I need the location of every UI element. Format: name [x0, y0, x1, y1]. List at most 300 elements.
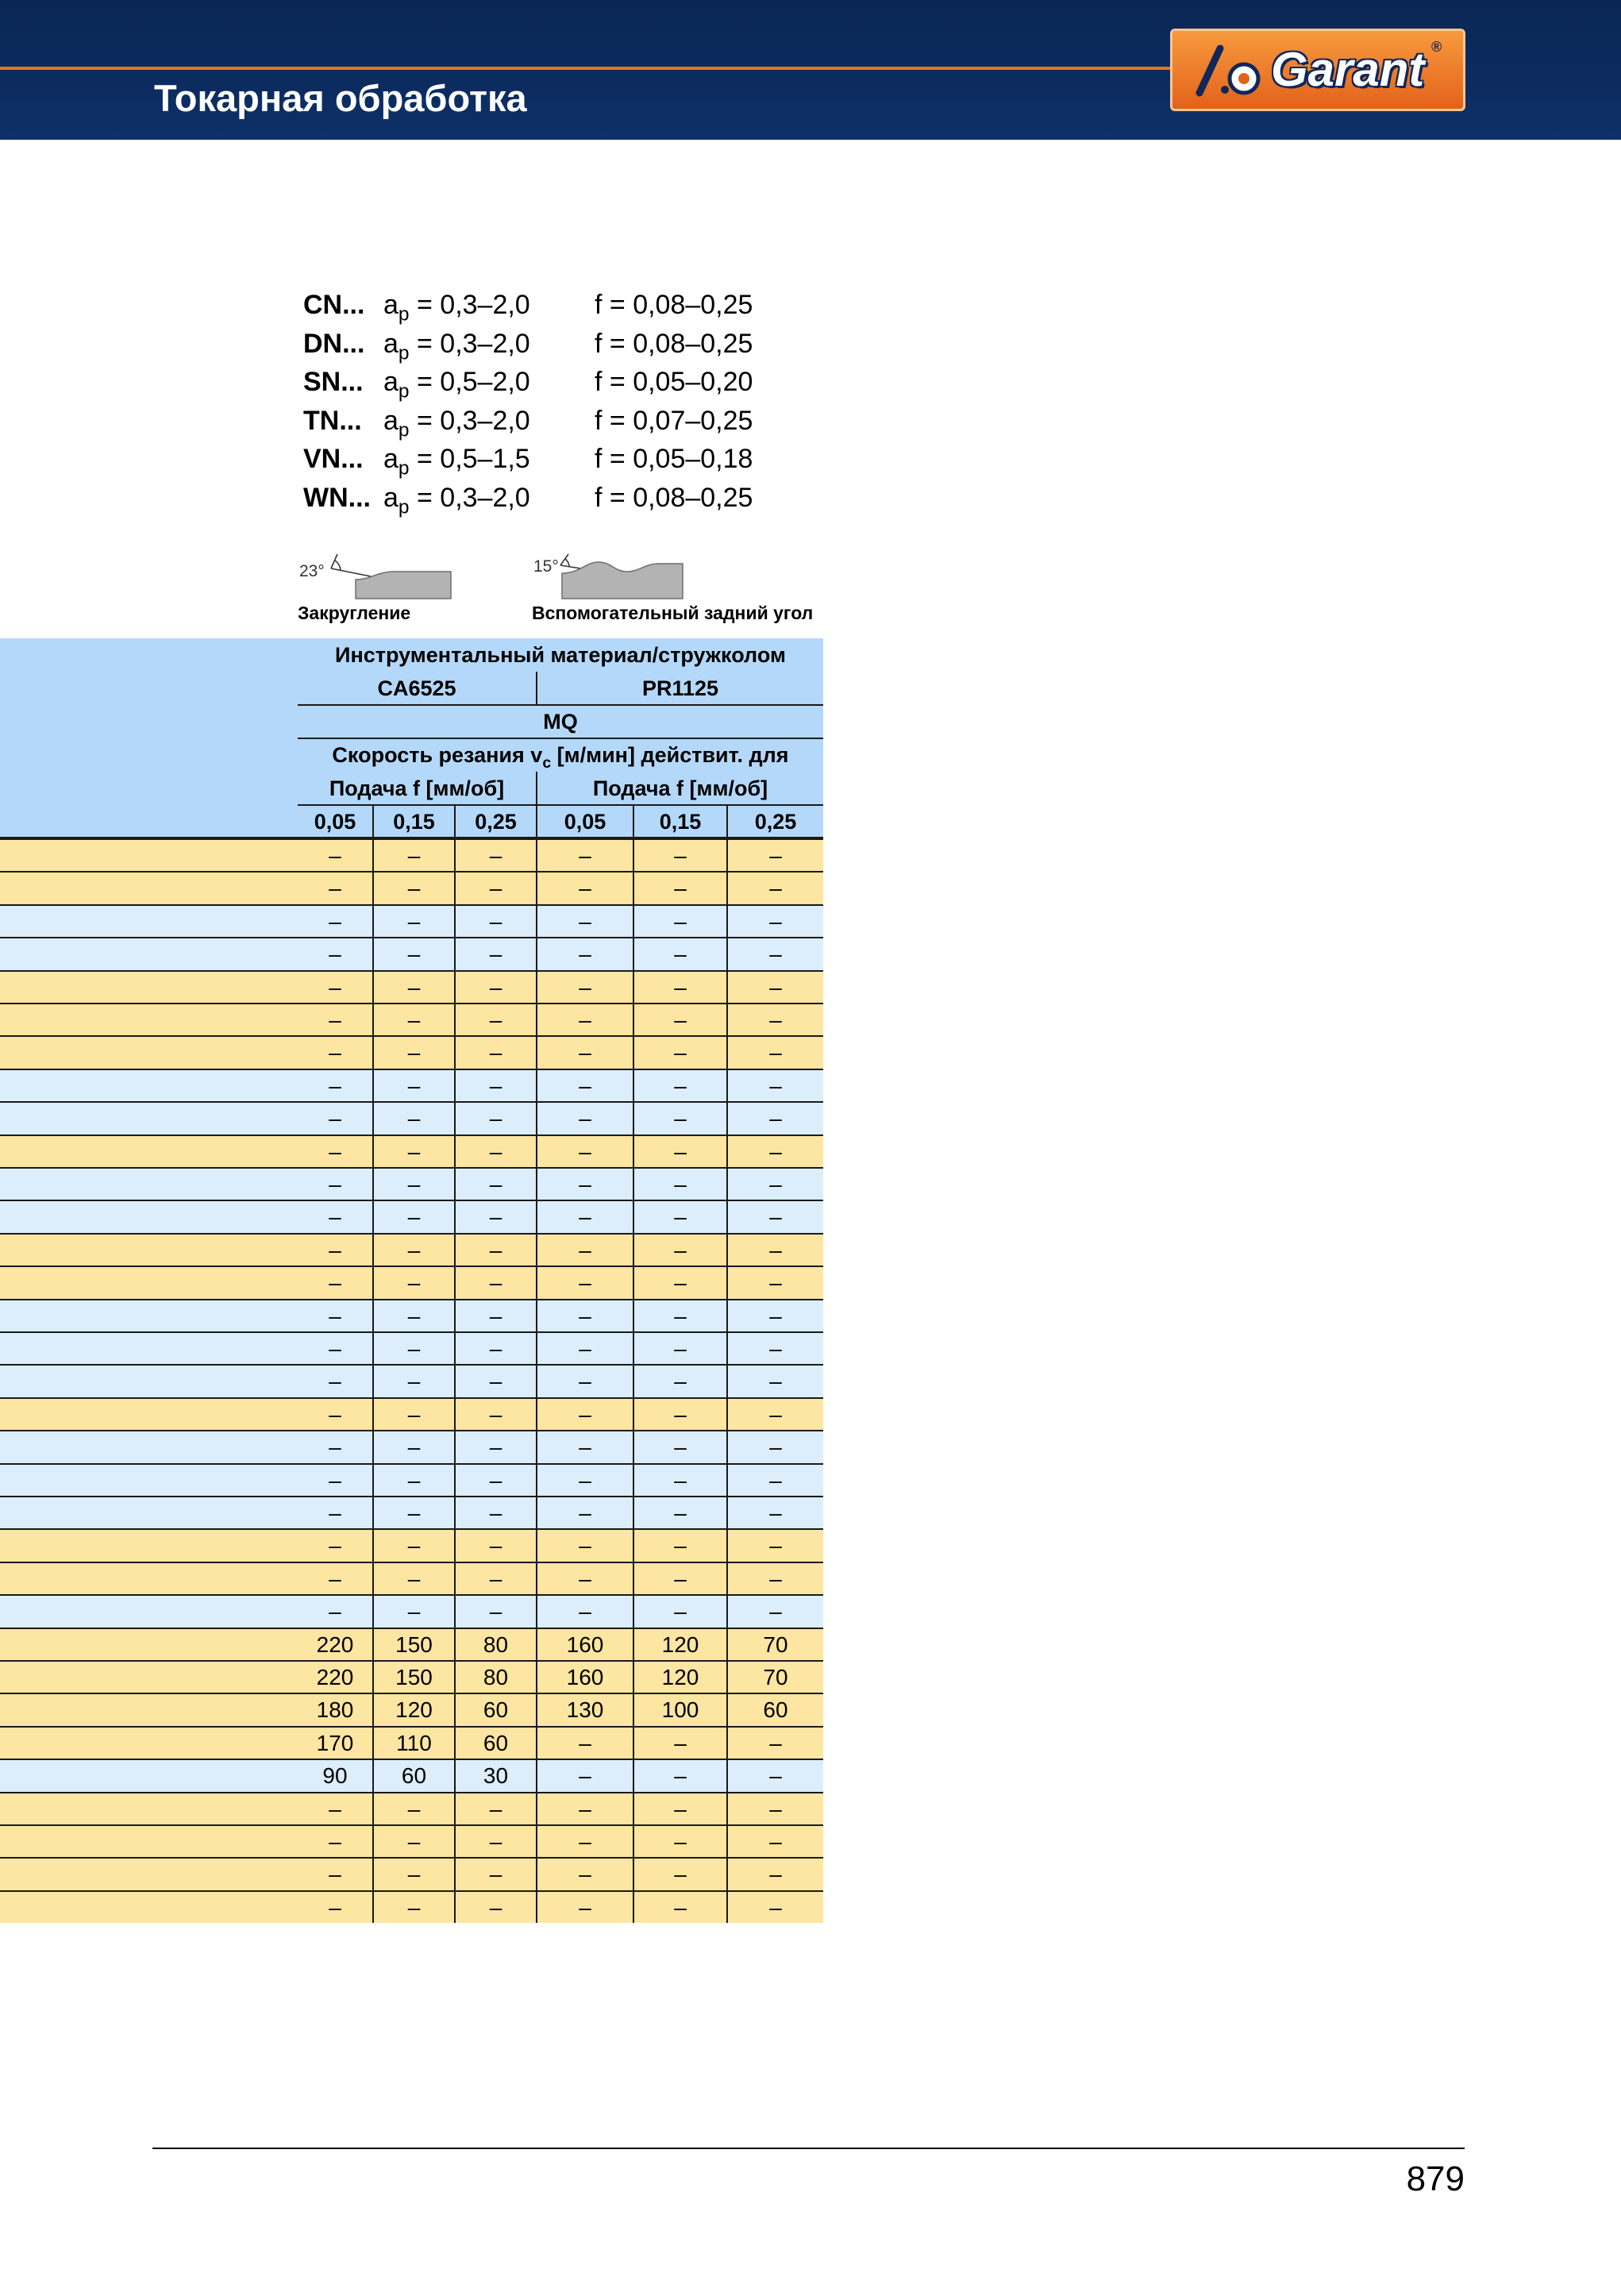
- table-cell: –: [633, 1826, 726, 1857]
- spec-line: [0, 363, 873, 402]
- feed-header: Подача f [мм/об]: [536, 772, 823, 805]
- table-cell: –: [329, 1829, 341, 1854]
- table-row: [0, 970, 823, 1003]
- table-cell: –: [633, 1169, 726, 1200]
- table-cell: –: [454, 1267, 536, 1298]
- table-row: [0, 1200, 823, 1232]
- header-divider: [0, 837, 823, 839]
- table-cell: –: [726, 1235, 823, 1265]
- ap-symbol: a: [383, 405, 399, 436]
- table-cell: –: [726, 1333, 823, 1364]
- table-cell: –: [536, 1037, 633, 1068]
- insert-code: TN...: [303, 405, 362, 436]
- table-cell: –: [329, 1369, 341, 1394]
- depth-of-cut: [383, 479, 530, 518]
- table-cell: –: [454, 1892, 536, 1923]
- table-cell: –: [633, 1070, 726, 1101]
- depth-of-cut: [383, 325, 530, 364]
- speed-label: Скорость резания v: [332, 743, 543, 767]
- table-cell: –: [372, 1070, 454, 1101]
- table-cell: –: [536, 1004, 633, 1035]
- table-cell: 60: [372, 1760, 454, 1791]
- table-row: [0, 1299, 823, 1331]
- table-cell: –: [726, 1826, 823, 1857]
- table-cell: –: [726, 1201, 823, 1232]
- feed-value-header: 0,25: [726, 805, 823, 838]
- table-cell: –: [372, 906, 454, 937]
- table-cell: –: [329, 1007, 341, 1032]
- table-cell: 70: [726, 1629, 823, 1660]
- table-cell: –: [536, 1431, 633, 1462]
- table-cell: –: [536, 1399, 633, 1430]
- ap-subscript: p: [398, 419, 410, 441]
- angle-label: 15°: [533, 557, 559, 576]
- table-cell: –: [536, 1892, 633, 1923]
- table-cell: 160: [536, 1629, 633, 1660]
- table-cell: –: [726, 1892, 823, 1923]
- table-cell: –: [454, 1300, 536, 1331]
- table-cell: –: [726, 1267, 823, 1298]
- depth-of-cut: [383, 286, 530, 325]
- footer-rule: [152, 2148, 1465, 2149]
- table-cell: –: [726, 1070, 823, 1101]
- table-cell: –: [329, 1796, 341, 1821]
- table-cell: –: [372, 1399, 454, 1430]
- table-cell: 160: [536, 1662, 633, 1693]
- table-cell: –: [536, 1366, 633, 1396]
- feed-value-header: 0,25: [454, 805, 536, 838]
- ap-symbol: a: [383, 290, 399, 320]
- ap-subscript: p: [398, 496, 410, 518]
- feed-header: Подача f [мм/об]: [329, 776, 505, 800]
- table-cell: 80: [454, 1662, 536, 1693]
- table-row: [0, 1069, 823, 1101]
- table-row: [0, 1496, 823, 1528]
- table-cell: –: [536, 1530, 633, 1561]
- table-cell: –: [454, 1431, 536, 1462]
- table-row: [0, 1693, 823, 1725]
- table-cell: –: [633, 1201, 726, 1232]
- table-cell: –: [633, 1267, 726, 1298]
- table-cell: –: [726, 1497, 823, 1528]
- table-cell: –: [726, 1399, 823, 1430]
- table-cell: –: [726, 873, 823, 903]
- table-row: [0, 1660, 823, 1693]
- table-cell: –: [329, 1435, 341, 1460]
- table-cell: –: [329, 1894, 341, 1920]
- table-row: [0, 1562, 823, 1594]
- table-row: [0, 1726, 823, 1759]
- table-cell: –: [633, 1300, 726, 1331]
- table-cell: –: [454, 1333, 536, 1364]
- table-cell: –: [454, 1037, 536, 1068]
- table-row: [0, 1759, 823, 1791]
- table-cell: –: [372, 1103, 454, 1134]
- table-cell: –: [329, 1862, 341, 1887]
- table-cell: –: [454, 1465, 536, 1496]
- minor-clearance-diagram: [532, 553, 684, 600]
- table-cell: –: [329, 974, 341, 1000]
- table-cell: –: [329, 1073, 341, 1098]
- table-cell: –: [633, 1431, 726, 1462]
- table-cell: –: [372, 1235, 454, 1265]
- table-cell: –: [329, 1237, 341, 1262]
- table-row: [0, 838, 823, 871]
- angle-label: 23°: [299, 562, 325, 580]
- table-cell: –: [372, 1793, 454, 1824]
- speed-subscript: c: [542, 753, 552, 772]
- table-cell: –: [372, 1169, 454, 1200]
- table-cell: –: [633, 1530, 726, 1561]
- table-body: [0, 838, 823, 1924]
- table-cell: –: [536, 1826, 633, 1857]
- ap-range: = 0,3–2,0: [409, 328, 530, 359]
- table-cell: –: [633, 1136, 726, 1167]
- logo-wordmark: Garant: [1271, 43, 1425, 96]
- table-cell: –: [726, 906, 823, 937]
- table-cell: –: [329, 1204, 341, 1230]
- table-cell: –: [633, 1596, 726, 1627]
- ap-symbol: a: [383, 328, 399, 359]
- table-cell: 220: [316, 1631, 354, 1657]
- table-row: [0, 937, 823, 969]
- table-cell: 120: [633, 1629, 726, 1660]
- table-cell: –: [536, 1267, 633, 1298]
- spec-line: [0, 325, 873, 364]
- table-cell: –: [633, 972, 726, 1003]
- depth-of-cut: [383, 440, 530, 479]
- table-cell: –: [726, 972, 823, 1003]
- cutting-speed-header: [298, 738, 823, 772]
- table-cell: –: [454, 1563, 536, 1594]
- table-row: [0, 871, 823, 903]
- table-cell: –: [726, 1793, 823, 1824]
- table-cell: –: [633, 1004, 726, 1035]
- table-cell: 70: [726, 1662, 823, 1693]
- feed-value-header: 0,15: [633, 805, 726, 838]
- table-row: [0, 1364, 823, 1396]
- table-cell: –: [454, 1136, 536, 1167]
- table-cell: –: [536, 1859, 633, 1890]
- table-cell: –: [454, 1201, 536, 1232]
- tool-material-header: Инструментальный материал/стружколом: [335, 643, 786, 667]
- workpiece-profile: [562, 562, 683, 599]
- table-cell: –: [454, 1169, 536, 1200]
- table-cell: –: [726, 1530, 823, 1561]
- table-cell: –: [536, 1596, 633, 1627]
- table-cell: –: [726, 1300, 823, 1331]
- table-cell: –: [633, 1465, 726, 1496]
- table-cell: –: [454, 1826, 536, 1857]
- garant-logo: [1170, 29, 1465, 111]
- table-cell: –: [372, 1431, 454, 1462]
- table-row: [0, 1463, 823, 1496]
- table-cell: –: [536, 938, 633, 969]
- spec-line: [0, 286, 873, 325]
- table-cell: –: [536, 1169, 633, 1200]
- ap-range: = 0,5–2,0: [409, 367, 530, 397]
- table-cell: –: [726, 1728, 823, 1759]
- table-row: [0, 1167, 823, 1200]
- feed-range: f = 0,08–0,25: [595, 328, 753, 359]
- ap-range: = 0,3–2,0: [409, 290, 530, 320]
- table-cell: –: [372, 1136, 454, 1167]
- coolant-header: MQ: [543, 710, 578, 734]
- table-cell: –: [726, 1465, 823, 1496]
- page-number: 879: [1406, 2159, 1465, 2198]
- table-cell: –: [454, 873, 536, 903]
- feed-value-header: 0,05: [536, 805, 633, 838]
- feed-range: f = 0,07–0,25: [595, 405, 753, 436]
- table-cell: –: [633, 1563, 726, 1594]
- table-cell: –: [454, 1070, 536, 1101]
- table-cell: –: [372, 1366, 454, 1396]
- table-header: [0, 638, 823, 838]
- table-cell: –: [372, 1267, 454, 1298]
- table-cell: –: [372, 938, 454, 969]
- table-cell: 90: [322, 1763, 348, 1789]
- table-cell: –: [454, 1793, 536, 1824]
- table-cell: –: [633, 1366, 726, 1396]
- table-cell: –: [329, 1401, 341, 1427]
- table-cell: 170: [316, 1730, 354, 1755]
- ap-subscript: p: [398, 380, 410, 403]
- table-cell: –: [372, 873, 454, 903]
- table-cell: –: [454, 1497, 536, 1528]
- table-cell: –: [726, 1563, 823, 1594]
- insert-code: VN...: [303, 444, 364, 474]
- table-cell: –: [633, 1497, 726, 1528]
- table-cell: –: [726, 1859, 823, 1890]
- table-row: [0, 1594, 823, 1627]
- table-cell: 180: [316, 1697, 354, 1723]
- table-cell: –: [536, 840, 633, 871]
- table-cell: –: [633, 1760, 726, 1791]
- depth-of-cut: [383, 402, 530, 441]
- table-cell: –: [454, 1859, 536, 1890]
- table-cell: 120: [372, 1694, 454, 1725]
- minor-clearance-label: Вспомогательный задний угол: [532, 603, 814, 623]
- insert-spec-list: [0, 286, 873, 518]
- table-cell: –: [329, 908, 341, 934]
- table-cell: –: [633, 1103, 726, 1134]
- ap-subscript: p: [398, 303, 410, 326]
- table-cell: –: [536, 1563, 633, 1594]
- table-cell: –: [454, 1103, 536, 1134]
- table-cell: –: [329, 843, 341, 868]
- feed-value-header: 0,15: [372, 805, 454, 838]
- ap-symbol: a: [383, 367, 399, 397]
- table-cell: –: [726, 1004, 823, 1035]
- table-cell: –: [633, 1333, 726, 1364]
- table-cell: –: [454, 1596, 536, 1627]
- table-cell: –: [454, 906, 536, 937]
- table-cell: –: [372, 1004, 454, 1035]
- table-cell: –: [372, 1465, 454, 1496]
- table-cell: –: [726, 1760, 823, 1791]
- table-cell: –: [454, 938, 536, 969]
- ap-range: = 0,3–2,0: [409, 482, 530, 513]
- spec-line: [0, 479, 873, 518]
- table-row: [0, 1397, 823, 1430]
- table-row: [0, 1101, 823, 1134]
- spec-line: [0, 440, 873, 479]
- table-cell: –: [536, 1497, 633, 1528]
- table-cell: –: [726, 1431, 823, 1462]
- table-cell: –: [633, 1859, 726, 1890]
- table-cell: –: [372, 1333, 454, 1364]
- table-cell: –: [633, 873, 726, 903]
- table-cell: –: [633, 840, 726, 871]
- table-cell: –: [329, 942, 341, 967]
- insert-code: DN...: [303, 328, 365, 359]
- table-cell: –: [329, 1040, 341, 1065]
- table-cell: –: [454, 972, 536, 1003]
- table-cell: –: [536, 972, 633, 1003]
- table-cell: 150: [372, 1629, 454, 1660]
- ap-subscript: p: [398, 342, 410, 364]
- angle-mark: [331, 554, 371, 576]
- table-cell: –: [726, 1596, 823, 1627]
- table-row: [0, 1857, 823, 1890]
- table-row: [0, 904, 823, 937]
- table-cell: –: [726, 840, 823, 871]
- table-cell: –: [454, 1530, 536, 1561]
- table-row: [0, 1135, 823, 1167]
- table-cell: –: [633, 1892, 726, 1923]
- table-row: [0, 1890, 823, 1923]
- table-cell: –: [633, 1235, 726, 1265]
- table-row: [0, 1035, 823, 1068]
- table-cell: –: [454, 1399, 536, 1430]
- material-header: PR1125: [536, 672, 823, 705]
- table-row: [0, 1628, 823, 1660]
- table-cell: –: [454, 840, 536, 871]
- table-cell: –: [372, 1497, 454, 1528]
- table-cell: –: [329, 1500, 341, 1525]
- table-cell: 60: [454, 1728, 536, 1759]
- table-cell: –: [329, 1138, 341, 1164]
- table-cell: –: [726, 1169, 823, 1200]
- table-cell: –: [536, 1793, 633, 1824]
- spec-line: [0, 402, 873, 441]
- ap-symbol: a: [383, 444, 399, 474]
- rounding-label: Закругление: [298, 603, 411, 623]
- table-cell: –: [726, 1037, 823, 1068]
- table-cell: –: [536, 1136, 633, 1167]
- table-cell: –: [329, 1303, 341, 1328]
- feed-range: f = 0,08–0,25: [595, 482, 753, 513]
- table-cell: 110: [372, 1728, 454, 1759]
- ap-symbol: a: [383, 482, 399, 513]
- table-cell: –: [329, 1533, 341, 1558]
- page-title: Токарная обработка: [154, 77, 527, 119]
- table-cell: –: [329, 1106, 341, 1131]
- table-cell: –: [454, 1366, 536, 1396]
- table-cell: –: [329, 1599, 341, 1624]
- table-cell: –: [536, 906, 633, 937]
- table-cell: –: [536, 1103, 633, 1134]
- table-cell: 60: [454, 1694, 536, 1725]
- table-cell: –: [372, 972, 454, 1003]
- ap-range: = 0,5–1,5: [409, 444, 530, 474]
- table-cell: –: [372, 1596, 454, 1627]
- table-row: [0, 1430, 823, 1462]
- table-cell: –: [372, 1892, 454, 1923]
- table-cell: 80: [454, 1629, 536, 1660]
- insert-code: SN...: [303, 367, 364, 397]
- table-cell: –: [372, 1859, 454, 1890]
- table-cell: 100: [633, 1694, 726, 1725]
- table-cell: –: [536, 873, 633, 903]
- ap-range: = 0,3–2,0: [409, 405, 530, 436]
- table-row: [0, 1003, 823, 1035]
- table-cell: –: [536, 1235, 633, 1265]
- table-cell: –: [536, 1300, 633, 1331]
- table-cell: –: [633, 1793, 726, 1824]
- table-cell: –: [633, 938, 726, 969]
- table-cell: –: [536, 1465, 633, 1496]
- table-cell: –: [372, 1530, 454, 1561]
- table-cell: 130: [536, 1694, 633, 1725]
- table-cell: –: [329, 1467, 341, 1493]
- table-row: [0, 1265, 823, 1298]
- table-cell: 30: [454, 1760, 536, 1791]
- depth-of-cut: [383, 363, 530, 402]
- insert-code: WN...: [303, 482, 371, 513]
- table-row: [0, 1792, 823, 1824]
- table-cell: 60: [726, 1694, 823, 1725]
- table-cell: –: [536, 1333, 633, 1364]
- garant-logo-icon: [1193, 42, 1265, 99]
- table-row: [0, 1331, 823, 1364]
- table-cell: –: [536, 1070, 633, 1101]
- table-cell: –: [726, 1366, 823, 1396]
- table-cell: –: [372, 840, 454, 871]
- table-cell: –: [633, 1037, 726, 1068]
- feed-range: f = 0,05–0,18: [595, 444, 753, 474]
- table-cell: –: [536, 1728, 633, 1759]
- table-cell: –: [454, 1235, 536, 1265]
- table-cell: –: [454, 1004, 536, 1035]
- table-cell: –: [372, 1563, 454, 1594]
- table-cell: –: [726, 1136, 823, 1167]
- table-cell: –: [329, 1566, 341, 1591]
- table-cell: –: [372, 1201, 454, 1232]
- table-cell: –: [633, 906, 726, 937]
- table-cell: 120: [633, 1662, 726, 1693]
- table-cell: –: [329, 876, 341, 901]
- insert-code: CN...: [303, 290, 365, 320]
- feed-range: f = 0,05–0,20: [595, 367, 753, 397]
- table-cell: –: [536, 1760, 633, 1791]
- table-cell: –: [372, 1300, 454, 1331]
- ap-subscript: p: [398, 457, 410, 480]
- table-cell: –: [536, 1201, 633, 1232]
- registered-mark: ®: [1431, 39, 1442, 55]
- table-cell: –: [726, 1103, 823, 1134]
- table-row: [0, 1824, 823, 1857]
- table-cell: –: [329, 1336, 341, 1361]
- table-row: [0, 1528, 823, 1561]
- rounding-diagram: [298, 553, 456, 600]
- material-header: CA6525: [377, 676, 456, 700]
- speed-label-rest: [м/мин] действит. для: [551, 743, 789, 767]
- table-cell: –: [329, 1172, 341, 1196]
- accent-line: [0, 67, 1172, 70]
- table-cell: –: [726, 938, 823, 969]
- table-cell: –: [633, 1728, 726, 1759]
